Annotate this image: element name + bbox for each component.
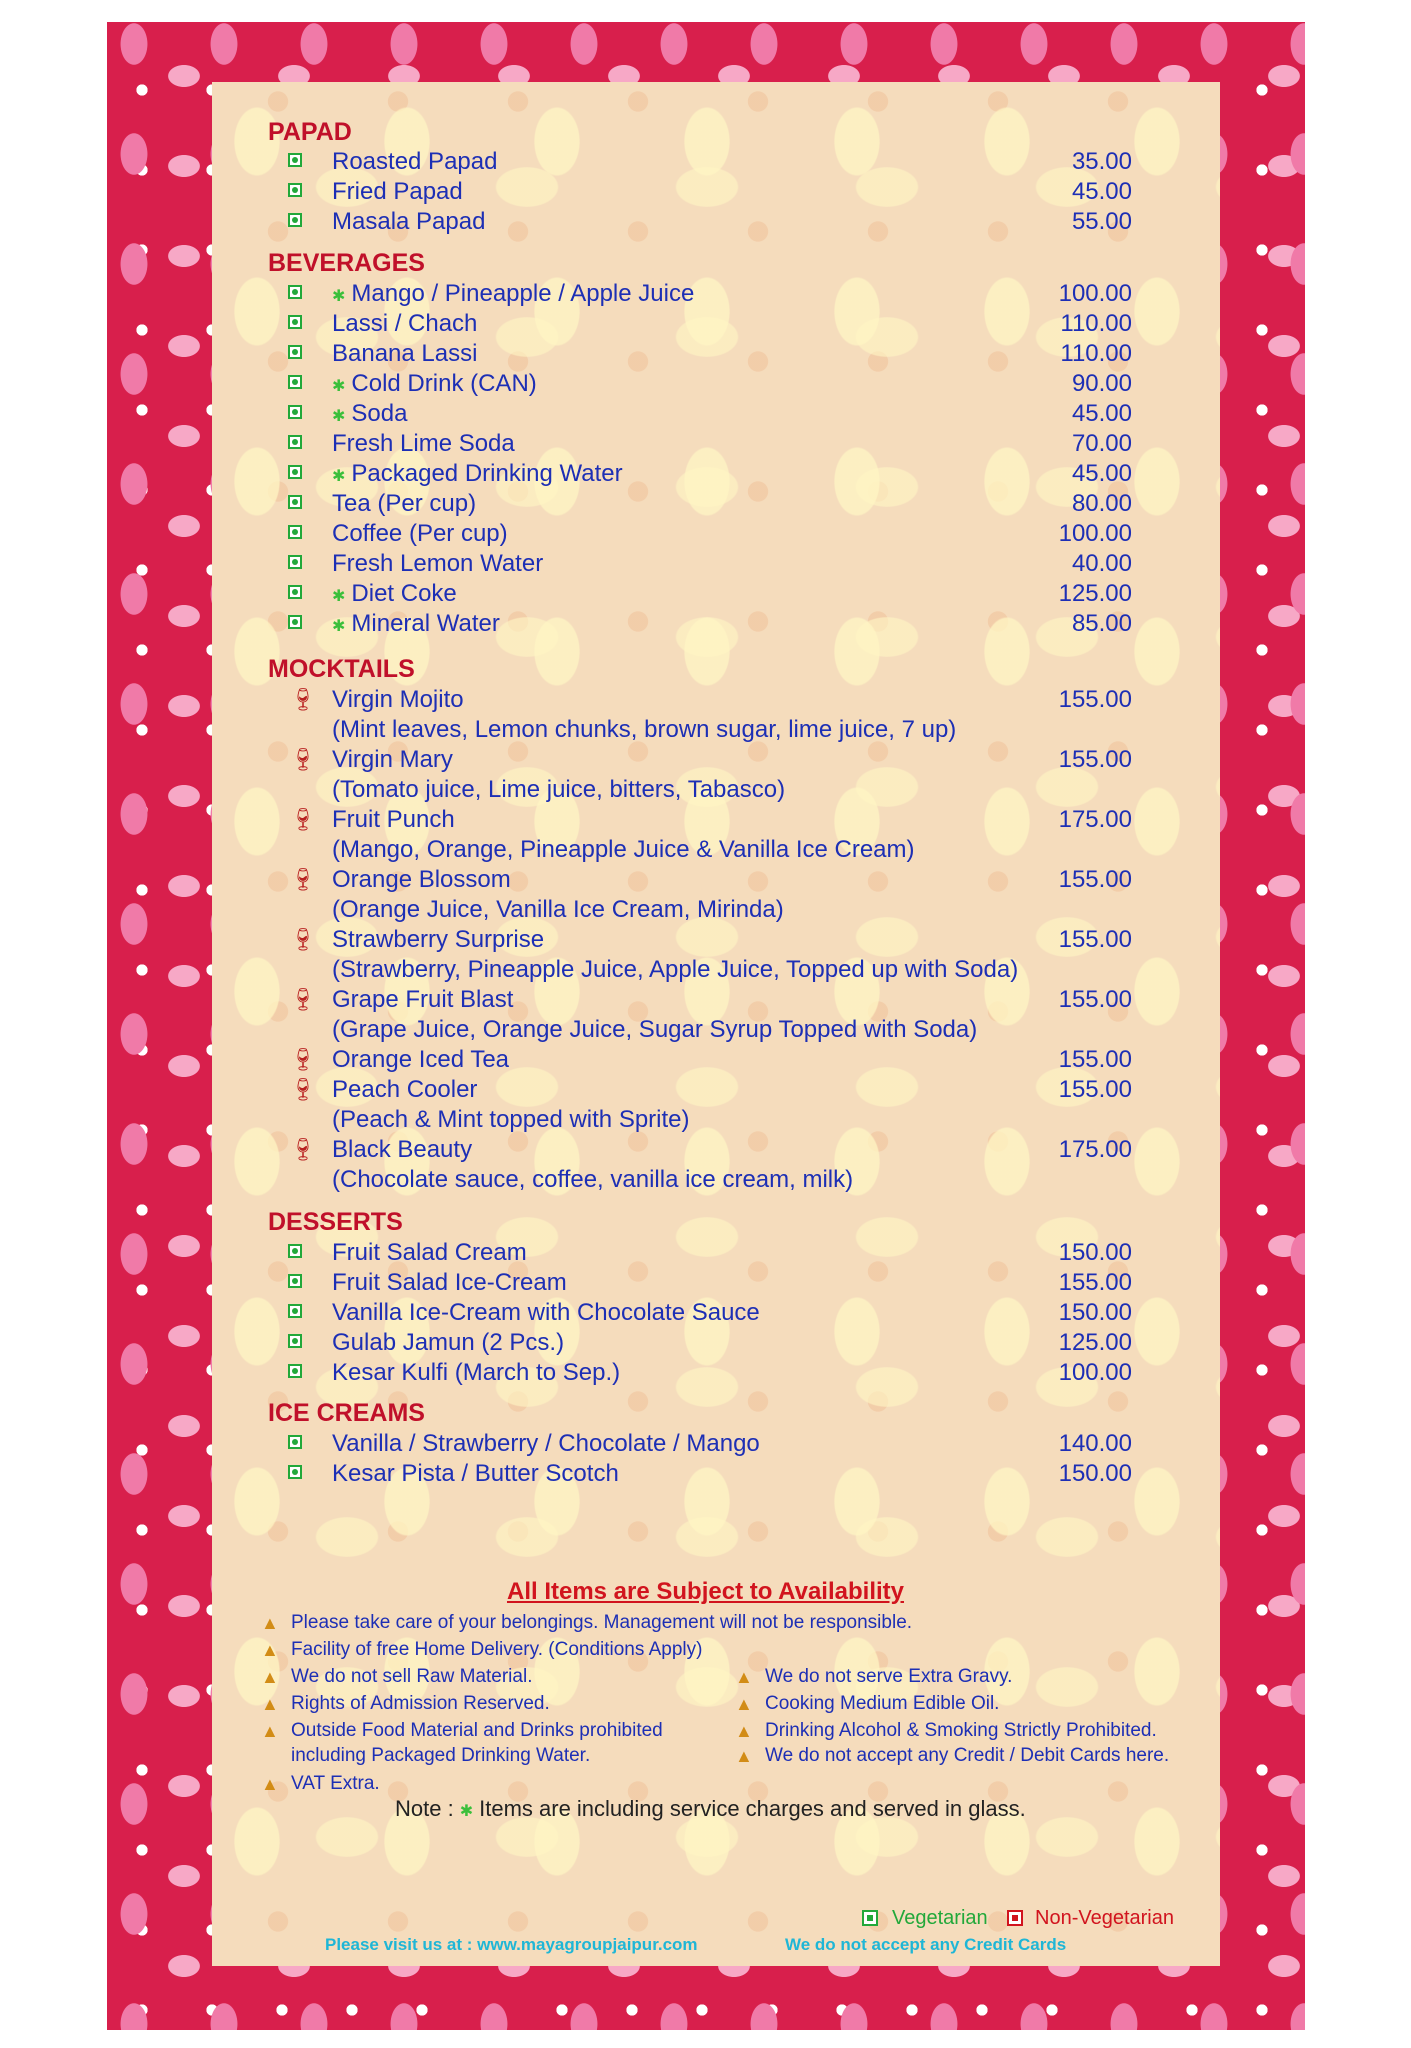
asterisk-icon: ✱ — [332, 288, 346, 305]
pyramid-bullet-icon: ▲ — [735, 1721, 753, 1741]
item-description: (Grape Juice, Orange Juice, Sugar Syrup Topped with Soda) — [332, 1016, 978, 1043]
section-mocktails: MOCKTAILS — [268, 655, 415, 683]
veg-icon — [288, 1304, 302, 1318]
veg-icon — [288, 183, 302, 197]
menu-item: Kesar Kulfi (March to Sep.) 100.00 — [286, 1358, 1132, 1388]
menu-item: Kesar Pista / Butter Scotch 150.00 — [286, 1459, 1132, 1489]
veg-icon — [288, 213, 302, 227]
menu-item: 🍷︎ Peach Cooler 155.00 — [289, 1076, 1132, 1103]
service-note: Note : ✱ Items are including service charges and served in glass. — [395, 1796, 1026, 1821]
menu-item: Coffee (Per cup) 100.00 — [286, 519, 1132, 549]
veg-icon — [288, 1465, 302, 1479]
menu-item: Fried Papad 45.00 — [286, 177, 1132, 207]
wine-glass-icon: 🍷︎ — [289, 867, 317, 892]
pyramid-bullet-icon: ▲ — [735, 1746, 753, 1766]
menu-item: ✱ Soda 45.00 — [286, 399, 1132, 429]
veg-icon — [288, 1274, 302, 1288]
wine-glass-icon: 🍷︎ — [289, 747, 317, 772]
footer-website: Please visit us at : www.mayagroupjaipur.com — [325, 1935, 698, 1954]
menu-item: Fresh Lemon Water 40.00 — [286, 549, 1132, 579]
veg-icon — [288, 375, 302, 389]
menu-item: ✱ Packaged Drinking Water 45.00 — [286, 459, 1132, 489]
veg-icon — [288, 585, 302, 599]
note-item-continued: including Packaged Drinking Water. — [291, 1745, 591, 1766]
veg-icon — [288, 1334, 302, 1348]
pyramid-bullet-icon: ▲ — [261, 1721, 279, 1741]
menu-item: 🍷︎ Orange Blossom 155.00 — [289, 866, 1132, 893]
veg-icon — [288, 495, 302, 509]
section-desserts: DESSERTS — [268, 1208, 403, 1236]
note-item: ▲ We do not serve Extra Gravy. — [735, 1666, 1013, 1687]
menu-item: Fruit Salad Cream 150.00 — [286, 1238, 1132, 1268]
note-item: ▲ Please take care of your belongings. Management will not be responsible. — [261, 1612, 913, 1633]
veg-icon — [288, 285, 302, 299]
legend-veg: Vegetarian — [862, 1907, 988, 1930]
item-description: (Peach & Mint topped with Sprite) — [332, 1106, 690, 1133]
menu-item: ✱ Diet Coke 125.00 — [286, 579, 1132, 609]
note-item: ▲ Rights of Admission Reserved. — [261, 1693, 550, 1714]
note-item: ▲ VAT Extra. — [261, 1773, 380, 1794]
note-item: ▲ Facility of free Home Delivery. (Conditions Apply) — [261, 1639, 703, 1660]
asterisk-icon: ✱ — [332, 468, 346, 485]
veg-icon — [288, 345, 302, 359]
asterisk-icon: ✱ — [332, 588, 346, 605]
menu-item: Vanilla / Strawberry / Chocolate / Mango 140.00 — [286, 1429, 1132, 1459]
note-item: ▲ We do not sell Raw Material. — [261, 1666, 533, 1687]
wine-glass-icon: 🍷︎ — [289, 807, 317, 832]
menu-item: Masala Papad 55.00 — [286, 207, 1132, 237]
wine-glass-icon: 🍷︎ — [289, 687, 317, 712]
menu-item: Banana Lassi 110.00 — [286, 339, 1132, 369]
menu-item: ✱ Mineral Water 85.00 — [286, 609, 1132, 639]
note-item: ▲ We do not accept any Credit / Debit Cards here. — [735, 1745, 1170, 1766]
asterisk-icon: ✱ — [459, 1803, 474, 1820]
veg-icon — [288, 405, 302, 419]
pyramid-bullet-icon: ▲ — [261, 1774, 279, 1794]
legend-nonveg: Non-Vegetarian — [1007, 1907, 1174, 1930]
note-item: ▲ Cooking Medium Edible Oil. — [735, 1693, 1000, 1714]
wine-glass-icon: 🍷︎ — [289, 927, 317, 952]
item-description: (Strawberry, Pineapple Juice, Apple Juice, Topped up with Soda) — [332, 956, 1019, 983]
item-description: (Orange Juice, Vanilla Ice Cream, Mirinda) — [332, 896, 784, 923]
pyramid-bullet-icon: ▲ — [261, 1613, 279, 1633]
nonveg-square-icon — [1007, 1910, 1023, 1926]
wine-glass-icon: 🍷︎ — [289, 1137, 317, 1162]
asterisk-icon: ✱ — [332, 618, 346, 635]
note-item: ▲ Drinking Alcohol & Smoking Strictly Prohibited. — [735, 1720, 1157, 1741]
footer-cards: We do not accept any Credit Cards — [785, 1935, 1067, 1954]
menu-item: 🍷︎ Black Beauty 175.00 — [289, 1136, 1132, 1163]
veg-icon — [288, 1364, 302, 1378]
menu-item: Gulab Jamun (2 Pcs.) 125.00 — [286, 1328, 1132, 1358]
menu-item: 🍷︎ Fruit Punch 175.00 — [289, 806, 1132, 833]
veg-icon — [288, 525, 302, 539]
wine-glass-icon: 🍷︎ — [289, 1077, 317, 1102]
item-description: (Mint leaves, Lemon chunks, brown sugar, lime juice, 7 up) — [332, 716, 957, 743]
veg-icon — [288, 465, 302, 479]
asterisk-icon: ✱ — [332, 378, 346, 395]
veg-icon — [288, 153, 302, 167]
menu-item: 🍷︎ Grape Fruit Blast 155.00 — [289, 986, 1132, 1013]
section-ice-creams: ICE CREAMS — [268, 1399, 425, 1427]
pyramid-bullet-icon: ▲ — [735, 1694, 753, 1714]
asterisk-icon: ✱ — [332, 408, 346, 425]
menu-item: Lassi / Chach 110.00 — [286, 309, 1132, 339]
menu-item: 🍷︎ Orange Iced Tea 155.00 — [289, 1046, 1132, 1073]
pyramid-bullet-icon: ▲ — [261, 1667, 279, 1687]
menu-item: 🍷︎ Virgin Mary 155.00 — [289, 746, 1132, 773]
veg-icon — [288, 315, 302, 329]
section-beverages: BEVERAGES — [268, 249, 425, 277]
item-description: (Mango, Orange, Pineapple Juice & Vanilla Ice Cream) — [332, 836, 915, 863]
veg-icon — [288, 1435, 302, 1449]
item-description: (Tomato juice, Lime juice, bitters, Tabasco) — [332, 776, 786, 803]
menu-item: ✱ Cold Drink (CAN) 90.00 — [286, 369, 1132, 399]
menu-item: Tea (Per cup) 80.00 — [286, 489, 1132, 519]
menu-item: ✱ Mango / Pineapple / Apple Juice 100.00 — [286, 279, 1132, 309]
wine-glass-icon: 🍷︎ — [289, 987, 317, 1012]
veg-icon — [288, 615, 302, 629]
availability-heading: All Items are Subject to Availability — [506, 1578, 904, 1605]
menu-item: Fresh Lime Soda 70.00 — [286, 429, 1132, 459]
veg-icon — [288, 1244, 302, 1258]
pyramid-bullet-icon: ▲ — [261, 1640, 279, 1660]
pyramid-bullet-icon: ▲ — [735, 1667, 753, 1687]
menu-item: Fruit Salad Ice-Cream 155.00 — [286, 1268, 1132, 1298]
wine-glass-icon: 🍷︎ — [289, 1047, 317, 1072]
section-papad: PAPAD — [268, 118, 352, 146]
menu-item: 🍷︎ Virgin Mojito 155.00 — [289, 686, 1132, 713]
menu-item: 🍷︎ Strawberry Surprise 155.00 — [289, 926, 1132, 953]
item-description: (Chocolate sauce, coffee, vanilla ice cream, milk) — [332, 1166, 854, 1193]
note-item: ▲ Outside Food Material and Drinks prohibited — [261, 1720, 663, 1741]
pyramid-bullet-icon: ▲ — [261, 1694, 279, 1714]
veg-icon — [288, 555, 302, 569]
veg-icon — [288, 435, 302, 449]
veg-square-icon — [862, 1910, 878, 1926]
menu-item: Roasted Papad 35.00 — [286, 147, 1132, 177]
menu-item: Vanilla Ice-Cream with Chocolate Sauce 150.00 — [286, 1298, 1132, 1328]
